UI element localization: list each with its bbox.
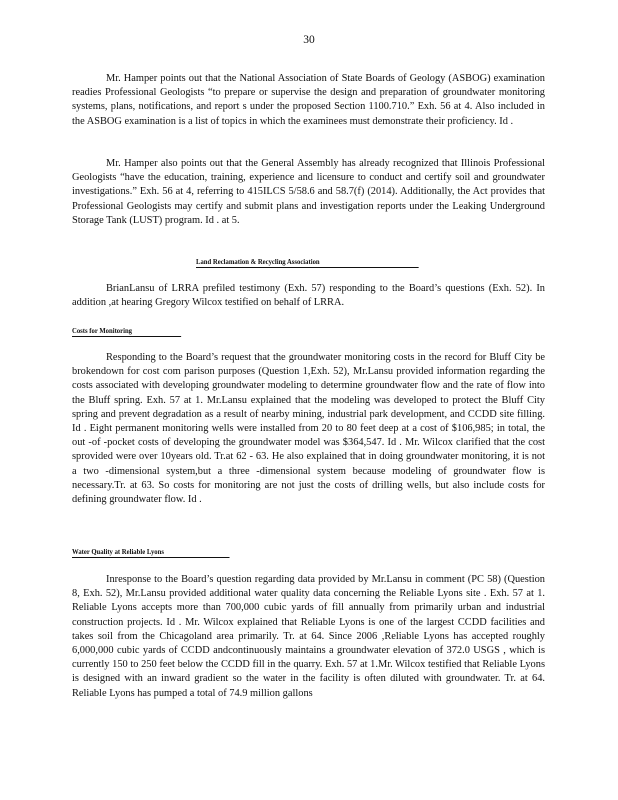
section-heading-lrra: Land Reclamation & Recycling Association — [196, 257, 419, 268]
paragraph-asbog: Mr. Hamper points out that the National Association of State Boards of Geology (ASBOG) examination readies Professional Geologists “to prepare or supervise the design and preparation of groundwater monitoring systems, plans, notifications, and report s under the proposed Section 1100.710.” Exh. 56 at 4. Also included in the ASBOG examination is a list of topics in which the examinees must demonstrate their proficiency. Id . — [72, 73, 545, 127]
paragraph-water-quality: Inresponse to the Board’s question regarding data provided by Mr.Lansu in comment (PC 58) (Question 8, Exh. 52), Mr.Lansu provided additional water quality data concerning the Reliable Lyons site . Exh. 57 at 1. Reliable Lyons accepts more than 700,000 cubic yards of fill annually from primarily urban and industrial construction projects. Id . Mr. Wilcox explained that Reliable Lyons is one of the largest CCDD facilities and takes soil from the Chicagoland area primarily. Tr. at 64. Since 2006 ,Reliable Lyons has accepted roughly 6,000,000 cubic yards of CCDD andcontinuously maintains a groundwater elevation of 372.0 USGS , which is currently 150 to 250 feet below the CCDD fill in the quarry. Exh. 57 at 1.Mr. Wilcox testified that Reliable Lyons is designed with an inward gradient so the water in the facility is often diluted with groundwater. Tr. at 64. Reliable Lyons has pumped a total of 74.9 million gallons — [72, 574, 545, 699]
paragraph-lrra-testimony: BrianLansu of LRRA prefiled testimony (Exh. 57) responding to the Board’s questions (Exh. 52). In addition ,at hearing Gregory Wilcox testified on behalf of LRRA. — [72, 283, 545, 309]
paragraph-general-assembly: Mr. Hamper also points out that the General Assembly has already recognized that Illinois Professional Geologists “have the education, training, experience and licensure to conduct and certify soil and groundwater investigations.” Exh. 56 at 4, referring to 415ILCS 5/58.6 and 58.7(f) (2014). Additionally, the Act provides that Professional Geologists may certify and submit plans and investigation reports under the Leaking Underground Storage Tank (LUST) program. Id . at 5. — [72, 158, 545, 226]
page-number: 30 — [303, 34, 315, 46]
section-heading-water-quality: Water Quality at Reliable Lyons — [72, 547, 230, 558]
section-heading-costs: Costs for Monitoring — [72, 326, 181, 337]
paragraph-costs: Responding to the Board’s request that the groundwater monitoring costs in the record for Bluff City be brokendown for cost com parison purposes (Question 1,Exh. 52), Mr.Lansu provided information regarding the costs associated with developing groundwater modeling to determine groundwater flow and the rate of flow into the Bluff spring. Exh. 57 at 1. Mr.Lansu explained that the modeling was developed to protect the Bluff City spring and prevent degradation as a result of nearby mining, industrial park development, and CCDD site filling. Id . Eight permanent monitoring wells were installed from 20 to 80 feet deep at a cost of $106,985; in total, the out -of -pocket costs of developing the groundwater model was $364,547. Id . Mr. Wilcox clarified that the cost sprovided were over 10years old. Tr.at 62 - 63. He also explained that in doing groundwater monitoring, it is not a two -dimensional system,but a three -dimensional system because modeling of groundwater flow is necessary.Tr. at 63. So costs for monitoring are not just the costs of drilling wells, but also include costs for defining groundwater flow. Id . — [72, 352, 545, 506]
